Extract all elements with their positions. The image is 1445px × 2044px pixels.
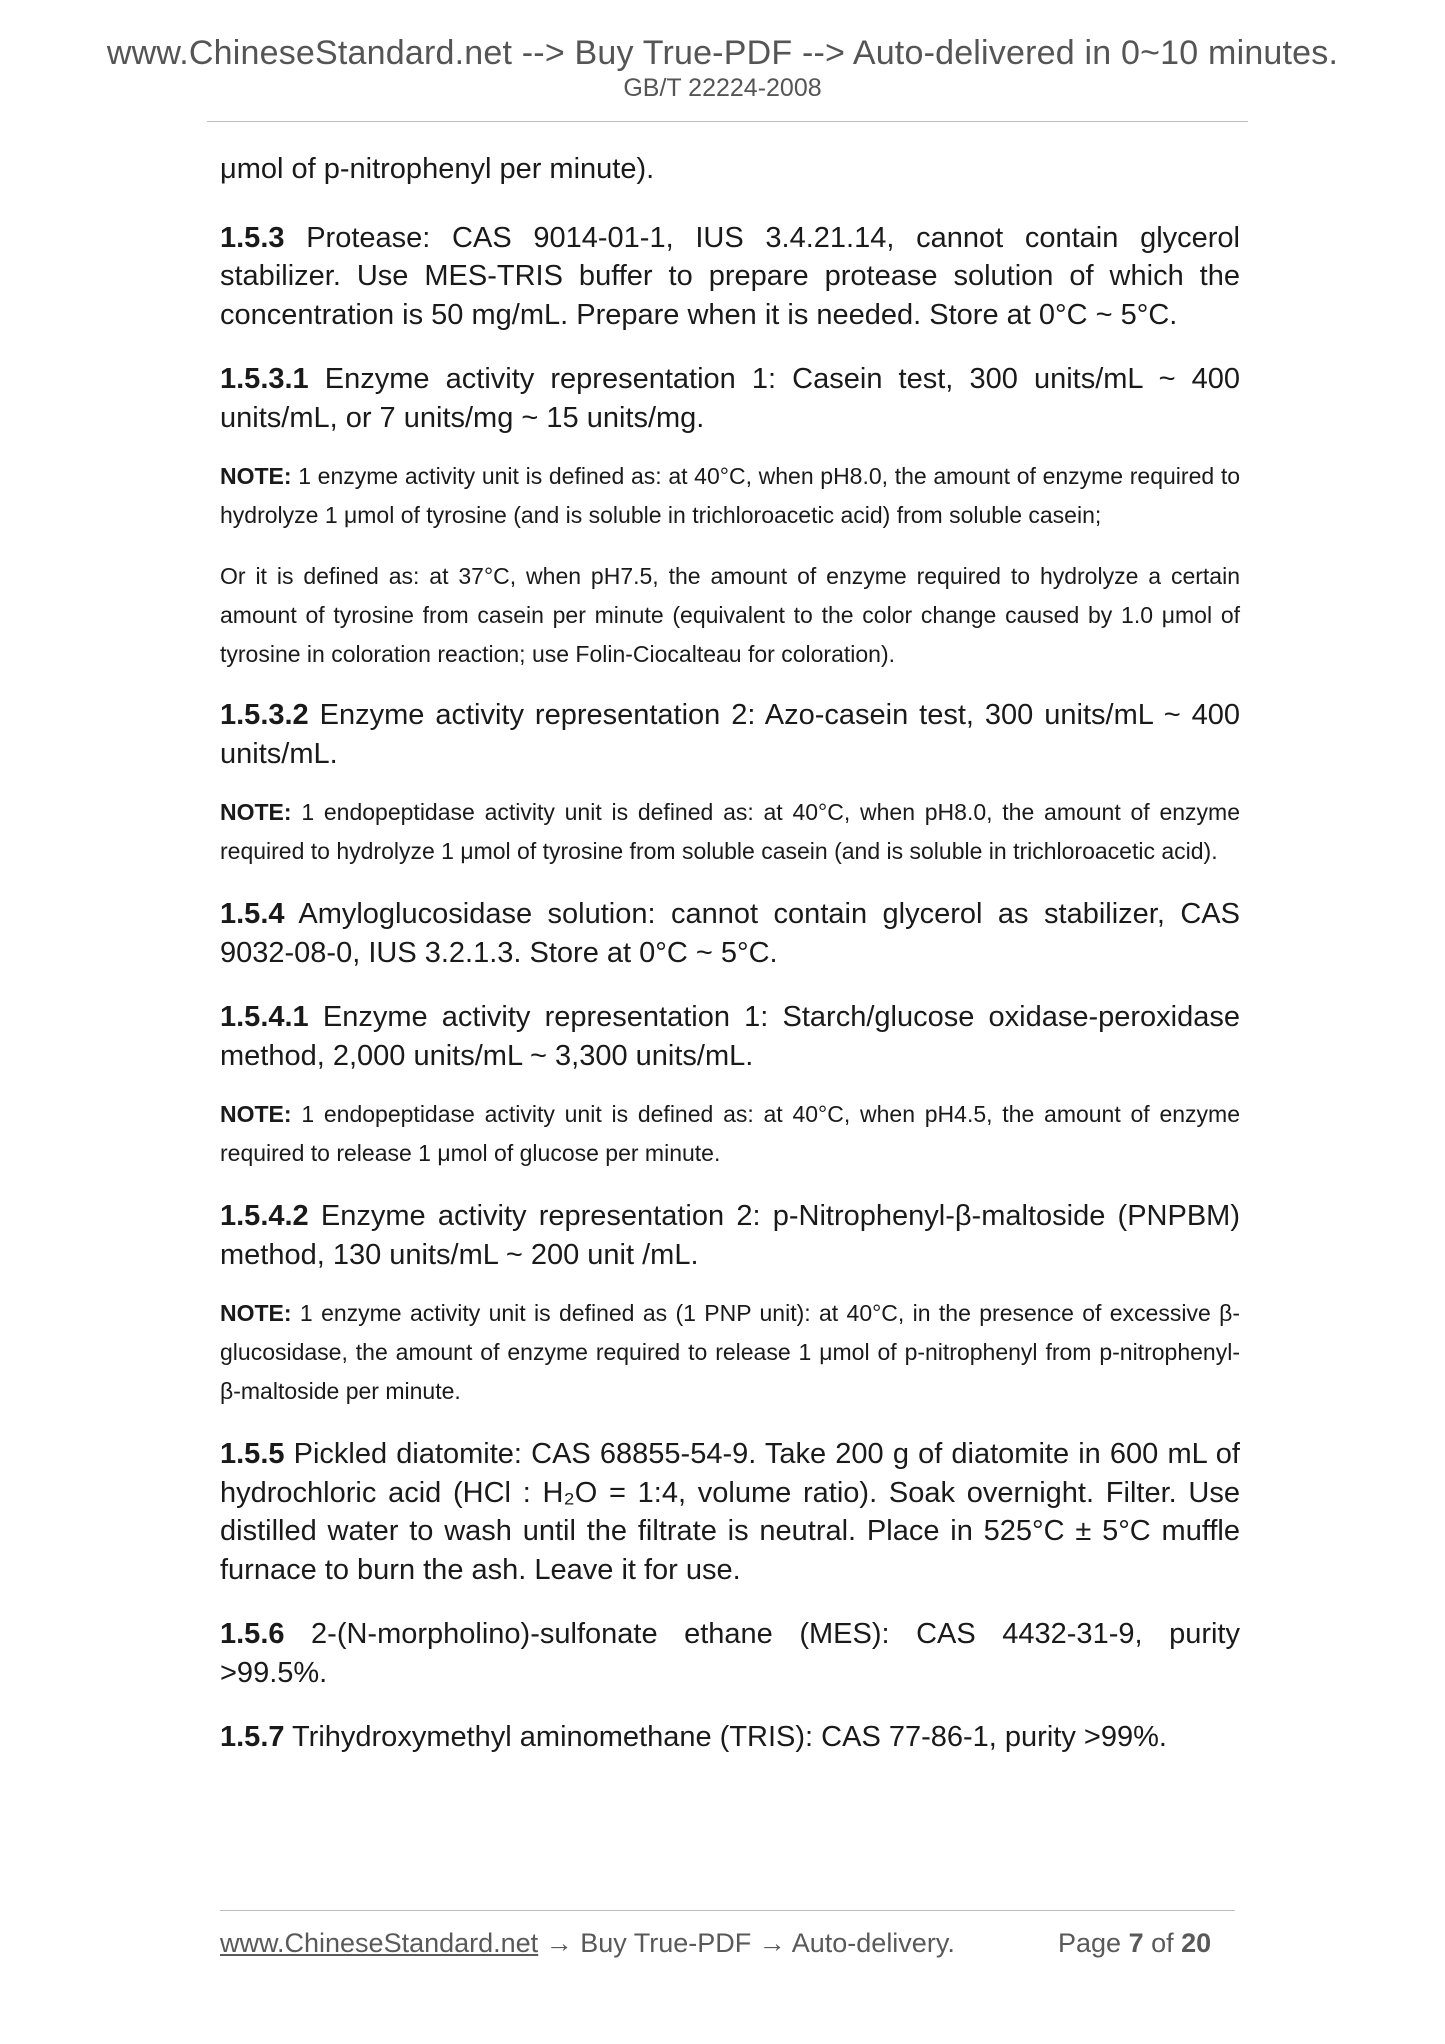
note-paragraph xyxy=(220,457,1240,535)
clause-number: 1.5.4.2 xyxy=(220,1200,309,1232)
footer-buy-text[interactable]: → Buy True-PDF → Auto-delivery. xyxy=(538,1928,955,1958)
note-label: NOTE: xyxy=(220,463,292,489)
clause-paragraph xyxy=(220,998,1240,1075)
clause-paragraph xyxy=(220,360,1240,437)
footer-links xyxy=(220,1928,955,1959)
note-label: NOTE: xyxy=(220,799,292,825)
paragraph-text: 2-(N-morpholino)-sulfonate ethane (MES): CAS 4432-31-9, purity >99.5%. xyxy=(220,1618,1240,1689)
paragraph-text: 1 endopeptidase activity unit is defined as: at 40°C, when pH8.0, the amount of enzyme required to hydrolyze 1 μmol of tyrosine from soluble casein (and is soluble in trichloroacetic acid). xyxy=(220,799,1240,864)
page-total: 20 xyxy=(1181,1928,1212,1958)
paragraph-text: μmol of p-nitrophenyl per minute). xyxy=(220,153,655,185)
clause-number: 1.5.3.1 xyxy=(220,363,309,395)
note-paragraph xyxy=(220,557,1240,674)
clause-paragraph xyxy=(220,696,1240,773)
clause-number: 1.5.3.2 xyxy=(220,699,309,731)
header-divider xyxy=(207,121,1248,122)
paragraph-text: Enzyme activity representation 2: Azo-casein test, 300 units/mL ~ 400 units/mL. xyxy=(220,699,1240,770)
clause-paragraph xyxy=(220,1197,1240,1274)
footer-site-link[interactable]: www.ChineseStandard.net xyxy=(220,1928,539,1958)
paragraph-text: Enzyme activity representation 2: p-Nitrophenyl-β-maltoside (PNPBM) method, 130 units/mL ~ 200 unit /mL. xyxy=(220,1200,1240,1271)
page-indicator xyxy=(1058,1928,1211,1959)
paragraph-text: 1 enzyme activity unit is defined as: at 40°C, when pH8.0, the amount of enzyme required to hydrolyze 1 μmol of tyrosine (and is soluble in trichloroacetic acid) from soluble casein; xyxy=(220,463,1240,528)
clause-number: 1.5.5 xyxy=(220,1438,285,1470)
clause-number: 1.5.6 xyxy=(220,1618,285,1650)
page-number: 7 xyxy=(1128,1928,1144,1958)
paragraph-text: 1 enzyme activity unit is defined as (1 PNP unit): at 40°C, in the presence of excessive β-glucosidase, the amount of enzyme required to release 1 μmol of p-nitrophenyl from p-nitrophenyl-β-maltoside per minute. xyxy=(220,1300,1240,1404)
paragraph-text: Enzyme activity representation 1: Casein test, 300 units/mL ~ 400 units/mL, or 7 units/mg ~ 15 units/mg. xyxy=(220,363,1240,434)
clause-number: 1.5.4.1 xyxy=(220,1001,309,1033)
page-label: Page xyxy=(1058,1928,1129,1958)
paragraph-text: 1 endopeptidase activity unit is defined as: at 40°C, when pH4.5, the amount of enzyme required to release 1 μmol of glucose per minute. xyxy=(220,1101,1240,1166)
note-paragraph xyxy=(220,1095,1240,1173)
standard-number: GB/T 22224-2008 xyxy=(623,74,822,102)
page-of-label: of xyxy=(1143,1928,1182,1958)
note-paragraph xyxy=(220,793,1240,871)
footer-divider xyxy=(220,1910,1235,1911)
clause-paragraph xyxy=(220,1615,1240,1692)
paragraph-text: Trihydroxymethyl aminomethane (TRIS): CAS 77-86-1, purity >99%. xyxy=(284,1721,1167,1753)
note-paragraph xyxy=(220,1294,1240,1411)
note-label: NOTE: xyxy=(220,1300,292,1326)
clause-number: 1.5.3 xyxy=(220,221,285,254)
paragraph-text: Or it is defined as: at 37°C, when pH7.5, the amount of enzyme required to hydrolyze a certain amount of tyrosine from casein per minute (equivalent to the color change caused by 1.0 μmol of tyrosine in coloration reaction; use Folin-Ciocalteau for coloration). xyxy=(220,563,1240,667)
site-banner[interactable]: www.ChineseStandard.net --> Buy True-PDF --> Auto-delivered in 0~10 minutes. xyxy=(106,34,1339,72)
paragraph-text: Protease: CAS 9014-01-1, IUS 3.4.21.14, cannot contain glycerol stabilizer. Use MES-TRIS buffer to prepare protease solution of which the concentration is 50 mg/mL. Prepare when it is needed. Store at 0°C ~ 5°C. xyxy=(220,221,1240,331)
clause-paragraph xyxy=(220,219,1240,335)
clause-paragraph xyxy=(220,1435,1240,1589)
paragraph-text: Pickled diatomite: CAS 68855-54-9. Take 200 g of diatomite in 600 mL of hydrochloric acid (HCl : H₂O = 1:4, volume ratio). Soak overnight. Filter. Use distilled water to wash until the filtrate is neutral. Place in 525°C ± 5°C muffle furnace to burn the ash. Leave it for use. xyxy=(220,1438,1240,1586)
clause-number: 1.5.7 xyxy=(220,1721,285,1753)
clause-number: 1.5.4 xyxy=(220,898,285,930)
note-label: NOTE: xyxy=(220,1101,292,1127)
paragraph-text: Enzyme activity representation 1: Starch/glucose oxidase-peroxidase method, 2,000 units/mL ~ 3,300 units/mL. xyxy=(220,1001,1240,1072)
document-body xyxy=(220,150,1240,1757)
clause-paragraph xyxy=(220,895,1240,972)
paragraph-text: Amyloglucosidase solution: cannot contain glycerol as stabilizer, CAS 9032-08-0, IUS 3.2.1.3. Store at 0°C ~ 5°C. xyxy=(220,898,1240,969)
clause-paragraph xyxy=(220,150,1240,189)
clause-paragraph xyxy=(220,1718,1240,1757)
